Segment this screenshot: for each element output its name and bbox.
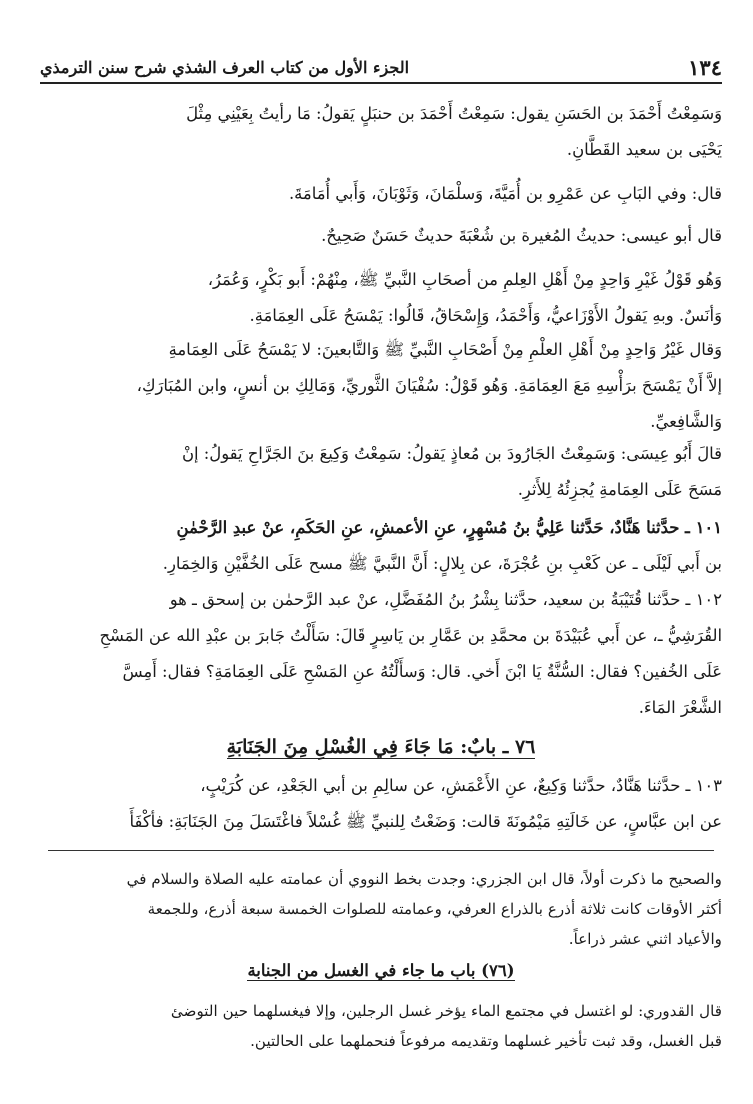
text-line: وَسَمِعْتُ أَحْمَدَ بن الحَسَنِ يقول: سَمِعْتُ أَحْمَدَ بن حنبَلٍ يَقولُ: مَا رأيتُ بِعَيْنِي مِثْلَ <box>186 104 722 123</box>
text-line: أكثر الأوقات كانت ثلاثة أذرع بالذراع العرفي، وعمامته للصلوات الخمسة سبعة أذرع، وللجمعة <box>147 900 722 918</box>
text-line: ١٠٣ ـ حدَّثنا هَنَّادٌ، حدَّثنا وَكِيعٌ، عنِ الأَعْمَشِ، عن سالِمِ بن أبي الجَعْدِ، عن كُرَيْبٍ، <box>200 776 722 795</box>
text-line: وَالشَّافِعيِّ. <box>650 412 722 431</box>
hadith-102 <box>40 582 722 726</box>
text-line: يَحْيَى بن سعيد القَطَّانِ. <box>566 140 722 159</box>
paragraph-4 <box>40 262 722 334</box>
text-line: الشَّعْرَ المَاءَ. <box>638 698 722 717</box>
paragraph-6 <box>40 436 722 508</box>
text-line: مَسَحَ عَلَى العِمَامةِ يُجزِئُهُ لِلأَثرِ. <box>517 480 722 499</box>
page <box>40 0 722 1104</box>
text-line: قال القدوري: لو اغتسل في مجتمع الماء يؤخر غسل الرجلين، وإلا فيغسلهما حين التوضئ <box>170 1002 722 1020</box>
text-line: وَهُو قَوْلُ غَيْرِ وَاحِدٍ مِنْ أَهْلِ العِلمِ من أصحَابِ النَّبيِّ ﷺ، مِنْهُمْ: أَبو بَكْرٍ، وَعُمَرُ، <box>207 270 722 289</box>
chapter-title-text: ٧٦ ـ بابٌ: مَا جَاءَ فِي الغُسْلِ مِنَ الجَنَابَةِ <box>226 736 536 758</box>
paragraph-3 <box>40 218 722 254</box>
paragraph-2 <box>40 176 722 212</box>
text-line: قال: وفي البَابِ عن عَمْرِو بن أُمَيَّةَ، وَسلْمَانَ، وَثَوْبَانَ، وَأَبي أُمَامَةَ. <box>288 184 722 203</box>
text-line: وَأنَسٌ. وبهِ يَقولُ الأَوْزَاعيُّ، وَأَحْمَدُ، وَإِسْحَاقُ، قَالُوا: يَمْسَحُ عَلَى العِمَامَةِ. <box>249 306 722 325</box>
text-line: قالَ أَبُو عِيسَى: وَسَمِعْتُ الجَارُودَ بن مُعاذٍ يَقولُ: سَمِعْتُ وَكِيعَ بنَ الجَرَّاحِ يَقولُ: إنْ <box>181 444 722 463</box>
text-line: قال أبو عيسى: حديثُ المُغيرة بن شُعْبَةَ حديثٌ حَسَنٌ صَحِيحٌ. <box>321 226 722 245</box>
text-line: قبل الغسل، وقد ثبت تأخير غسلهما وتقديمه مرفوعاً فنحملهما على الحالتين. <box>250 1032 722 1050</box>
text-line: ١٠١ ـ حدَّثنا هَنَّادٌ، حَدَّثنا عَلِيُّ بنُ مُسْهِرٍ، عنِ الأعمشِ، عنِ الحَكَمِ، عنْ عبدِ الرَّحْمٰنِ <box>176 518 722 537</box>
footnote-paragraph-2 <box>40 996 722 1056</box>
footnote-heading <box>40 956 722 986</box>
running-title: الجزء الأول من كتاب العرف الشذي شرح سنن الترمذي <box>40 57 410 77</box>
hadith-103 <box>40 768 722 840</box>
paragraph-1 <box>40 96 722 168</box>
text-line: وَقال غَيْرُ وَاحِدٍ مِنْ أَهْلِ العلْمِ مِنْ أَصْحَابِ النَّبيِّ ﷺ وَالتَّابعينَ: لا يَمْسَحُ عَلَى العِمَامةِ <box>168 340 722 359</box>
chapter-title <box>40 730 722 764</box>
page-number: ١٣٤ <box>688 54 722 80</box>
text-line: والصحيح ما ذكرت أولاً، قال ابن الجزري: وجدت بخط النووي أن عمامته عليه الصلاة والسلام في <box>126 870 722 888</box>
paragraph-5 <box>40 332 722 440</box>
running-header <box>40 52 722 84</box>
text-line: عَلَى الخُفين؟ فقال: السُّنَّةُ يَا ابْنَ أَخي. قال: وَسأَلْتُهُ عنِ المَسْحِ عَلَى العِمَامَةِ؟ فقال: أَمِسَّ <box>122 662 722 681</box>
footnote-separator <box>48 850 714 851</box>
text-line: ١٠٢ ـ حدَّثنا قُتَيْبَةُ بن سعيد، حدَّثنا بِشْرُ بنُ المُفَضَّلِ، عنْ عبد الرَّحمٰن بن إسحق ـ هو <box>169 590 722 609</box>
text-line: والأعياد اثني عشر ذراعاً. <box>568 930 722 948</box>
text-line: إلاَّ أَنْ يَمْسَحَ برَأْسِهِ مَعَ العِمَامَةِ. وَهُو قَوْلُ: سُفْيَانَ الثَّوريِّ، وَمَالِكِ بن أنسٍ، وابن المُبَارَكِ، <box>136 376 722 395</box>
footnote-paragraph-1 <box>40 864 722 954</box>
hadith-101 <box>40 510 722 582</box>
text-line: القُرَشِيُّ ـ، عن أَبي عُبَيْدَةَ بن محمَّدِ بن عَمَّارِ بن يَاسِرٍ قَالَ: سَأَلْتُ جَابرَ بن عبْدِ الله عن المَسْحِ <box>99 626 722 645</box>
text-line: بن أَبي لَيْلَى ـ عن كَعْبِ بنِ عُجْرَةَ، عن بِلالٍ: أَنَّ النَّبيَّ ﷺ مسح عَلَى الخُفَّيْنِ وَالخِمَارِ. <box>162 554 722 573</box>
footnote-heading-text: (٧٦) باب ما جاء في الغسل من الجنابة <box>247 961 515 980</box>
text-line: عن ابن عبَّاسٍ، عن خَالَتِهِ مَيْمُونَةَ قالت: وَضَعْتُ لِلنبيِّ ﷺ غُسْلاً فاغْتَسَلَ مِنَ الجَنَابَةِ: فأكْفَأَ <box>129 812 722 831</box>
